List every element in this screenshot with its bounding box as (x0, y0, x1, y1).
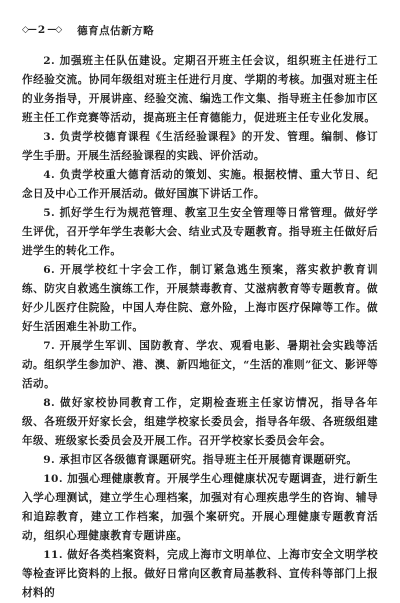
paragraph-item-2: 2. 加强班主任队伍建设。定期召开班主任会议，组织班主任进行工作经验交流。协同年级组对班主任进行月度、学期的考核。加强对班主任的业务指导，开展讲座、经验交流、编选工作文集、指导班主任参加市区班主任工作竞赛等活动，提高班主任育德能力，促进班主任专业化发展。 (22, 55, 378, 124)
paragraph-item-4: 4. 负责学校重大德育活动的策划、实施。根据校情、重大节日、纪念日及中心工作开展活动。做好国旗下讲话工作。 (22, 169, 378, 200)
paragraph-item-9: 9. 承担市区各级德育课题研究。指导班主任开展德育课题研究。 (43, 454, 358, 466)
paragraph-item-5: 5. 抓好学生行为规范管理、教室卫生安全管理等日常管理。做好学生评优，召开学年学生表彰大会、结业式及专题教育。指导班主任做好后进学生的转化工作。 (22, 207, 378, 257)
paragraph-item-11: 11. 做好各类档案资料，完成上海市文明单位、上海市安全文明学校等检查评比资料的上报。做好日常向区教育局基教科、宣传科等部门上报材料的 (22, 549, 378, 599)
paragraph-item-10: 10. 加强心理健康教育。开展学生心理健康状况专题调查，进行新生入学心理测试，建立学生心理档案，加强对有心理疾患学生的咨询、辅导和追踪教育，建立工作档案，加强个案研究。开展心理健康专题教育活动，组织心理健康教育专题讲座。 (22, 473, 378, 542)
paragraph-item-7: 7. 开展学生军训、国防教育、学农、观看电影、暑期社会实践等活动。组织学生参加沪、港、澳、新四地征文，“生活的准则”征文、影评等活动。 (22, 340, 378, 390)
running-header (22, 22, 154, 38)
paragraph-item-8: 8. 做好家校协同教育工作，定期检查班主任家访情况，指导各年级、各班级开好家长会，组建学校家长委员会，指导各年级、各班级组建年级、班级家长委员会及开展工作。召开学校家长委员会年会。 (22, 397, 378, 447)
header-ornament-right: —◇ (47, 25, 62, 35)
running-title: 德育点估新方略 (77, 24, 155, 37)
paragraph-item-6: 6. 开展学校红十字会工作，制订紧急逃生预案，落实救护教育训练、防灾自救逃生演练工作，开展禁毒教育、艾滋病教育等专题教育。做好少儿医疗住院险，中国人寿住院、意外险，上海市医疗保障等工作。做好生活困难生补助工作。 (22, 264, 378, 333)
body-text (22, 52, 378, 603)
page-number: 2 (37, 24, 46, 36)
paragraph-item-3: 3. 负责学校德育课程《生活经验课程》的开发、管理。编制、修订学生手册。开展生活经验课程的实践、评价活动。 (22, 131, 378, 162)
header-ornament-left: ◇— (22, 25, 36, 35)
